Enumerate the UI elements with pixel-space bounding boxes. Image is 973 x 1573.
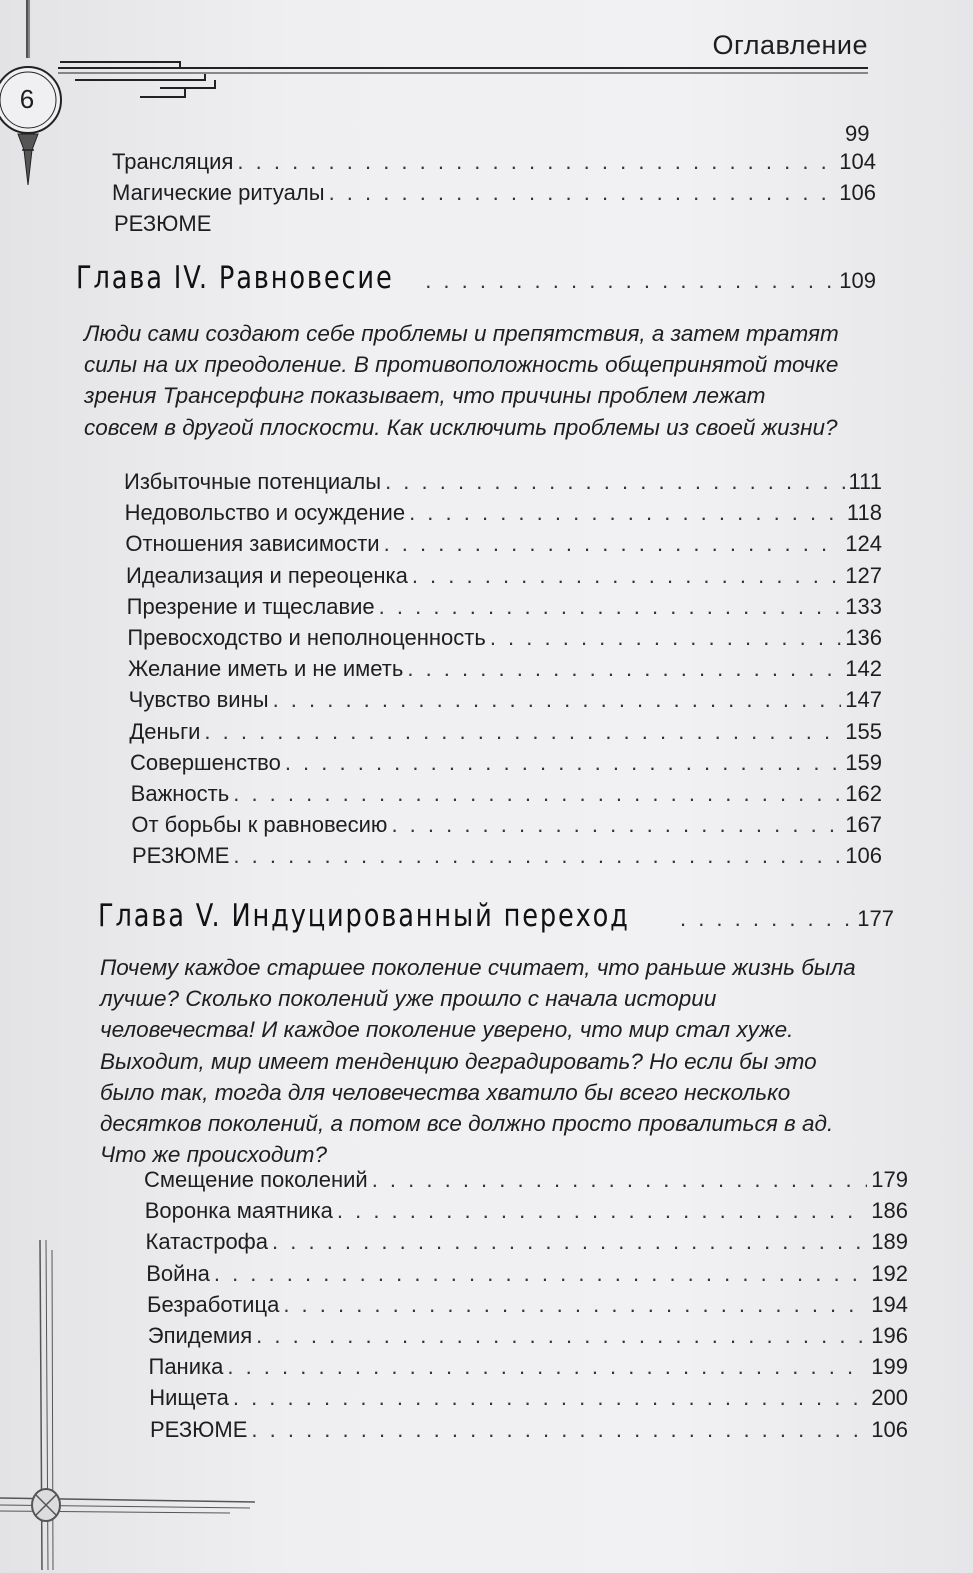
leader-dots — [204, 718, 841, 746]
toc-entry[interactable] — [144, 1166, 908, 1194]
toc-entry-label: Паника — [148, 1354, 224, 1380]
toc-entry[interactable] — [148, 1322, 908, 1350]
toc-entry-page: 106 — [871, 1416, 908, 1442]
leader-dots — [233, 1384, 867, 1412]
toc-entry[interactable] — [132, 842, 882, 870]
toc-entry-page: 179 — [871, 1167, 908, 1192]
leader-dots — [490, 624, 841, 652]
toc-entry-label: Идеализация и переоценка — [126, 562, 408, 588]
leader-dots — [285, 749, 841, 777]
toc-entry-page: 111 — [848, 469, 882, 494]
toc-entry[interactable] — [146, 1260, 908, 1288]
leader-dots — [372, 1166, 868, 1194]
leader-dots — [273, 686, 842, 714]
toc-entry-page: 127 — [845, 562, 882, 588]
leader-dots — [233, 780, 841, 808]
leader-dots — [337, 1197, 867, 1225]
leader-dots — [384, 530, 842, 558]
toc-entry[interactable] — [128, 655, 882, 683]
leader-dots — [391, 811, 841, 839]
toc-entry[interactable] — [129, 718, 882, 746]
toc-entry-label: Нищета — [149, 1385, 229, 1411]
leader-dots — [251, 1416, 867, 1444]
toc-entry-label: Важность — [130, 781, 230, 806]
toc-entry-label: Чувство вины — [128, 687, 269, 713]
toc-entry-page: 136 — [845, 625, 882, 650]
page-number: 6 — [19, 84, 35, 114]
toc-entry-page: 162 — [845, 781, 882, 806]
toc-entry[interactable] — [129, 686, 882, 714]
toc-entry-label: Отношения зависимости — [125, 531, 380, 557]
chapter-page: 109 — [839, 268, 876, 293]
running-title: Оглавление — [712, 30, 868, 60]
toc-entry[interactable] — [127, 624, 882, 652]
toc-entry-page: 155 — [845, 718, 882, 744]
leader-dots — [385, 468, 844, 496]
leader-dots — [329, 179, 836, 207]
toc-entry-page: 106 — [845, 843, 882, 869]
toc-entry-page: 186 — [871, 1198, 908, 1224]
toc-entry-label: Воронка маятника — [144, 1198, 333, 1224]
chapter-title: Глава V. Индуцированный переход — [98, 898, 630, 934]
toc-entry-label: Смещение поколений — [144, 1167, 368, 1192]
toc-entry-page: 167 — [845, 812, 882, 838]
toc-entry-page: 106 — [839, 180, 876, 205]
chapter-page: 177 — [857, 906, 894, 931]
leader-dots — [214, 1260, 867, 1288]
toc-entry-page: 142 — [845, 656, 882, 682]
toc-entry-label: Эпидемия — [147, 1323, 253, 1348]
toc-entry[interactable] — [149, 1384, 908, 1412]
toc-entry[interactable] — [125, 530, 882, 558]
toc-entry-label: РЕЗЮМЕ — [114, 211, 212, 236]
toc-entry-label: Безработица — [147, 1291, 280, 1317]
leader-dots — [425, 261, 835, 301]
chapter-heading[interactable] — [76, 258, 876, 301]
toc-entry[interactable] — [149, 1353, 909, 1381]
toc-entry-label: Избыточные потенциалы — [124, 469, 382, 494]
toc-entry-label: От борьбы к равновесию — [131, 812, 388, 838]
toc-entry-page: 189 — [871, 1229, 908, 1255]
toc-entry[interactable] — [112, 148, 876, 176]
chapter-intro: Люди сами создают себе проблемы и препятствия, а затем тратят силы на их преодоление. В противоположность общепринятой точке зрения Трансерфинг показывает, что причины проблем лежат совсем в другой плоскости. Как исключить проблемы из своей жизни? — [84, 321, 839, 440]
leader-dots — [256, 1322, 867, 1350]
toc-entry[interactable] — [147, 1291, 908, 1319]
toc-entry-label: Презрение и тщеславие — [126, 593, 375, 619]
chapter-intro: Почему каждое старшее поколение считает, что раньше жизнь была лучше? Сколько поколений уже прошло с начала истории человечества! И каждое поколение уверено, что мир стал хуже. Выходит, мир имеет тенденцию деградировать? Но если бы это было так, тогда для человечества хватило бы всего несколько десятков поколений, а потом все должно просто провалиться в ад. Что же происходит? — [100, 955, 856, 1168]
toc-entry[interactable] — [112, 179, 876, 207]
toc-entry-label: Война — [146, 1260, 210, 1286]
toc-entry-page: 159 — [845, 749, 882, 775]
toc-entry-page: 147 — [845, 687, 882, 713]
toc-entry-label: Магические ритуалы — [112, 180, 325, 205]
leader-dots — [412, 562, 841, 590]
toc-entry-label: Катастрофа — [145, 1229, 269, 1255]
toc-entry-label: Трансляция — [112, 149, 234, 174]
toc-entry[interactable] — [146, 1228, 909, 1256]
toc-entry-label: РЕЗЮМЕ — [150, 1416, 248, 1442]
toc-entry[interactable] — [125, 499, 882, 527]
toc-entry-page: 200 — [871, 1385, 908, 1411]
chapter-title: Глава IV. Равновесие — [76, 260, 394, 296]
toc-entry-page: 199 — [871, 1354, 908, 1380]
leader-dots — [237, 148, 835, 176]
toc-entry-label: Недовольство и осуждение — [124, 500, 406, 526]
toc-entry[interactable] — [131, 811, 882, 839]
toc-entry[interactable] — [124, 468, 882, 496]
leader-dots — [680, 899, 853, 939]
toc-entry[interactable] — [114, 210, 215, 238]
toc-entry-page: 192 — [871, 1260, 908, 1286]
leader-dots — [379, 593, 842, 621]
toc-entry-label: РЕЗЮМЕ — [132, 843, 230, 869]
leader-dots — [233, 842, 841, 870]
toc-entry-label: Превосходство и неполноценность — [127, 625, 486, 650]
toc-entry-label: Желание иметь и не иметь — [128, 656, 404, 682]
leader-dots — [283, 1291, 867, 1319]
leader-dots — [227, 1353, 867, 1381]
toc-entry-page: 124 — [845, 531, 882, 557]
toc-entry-page: 133 — [845, 593, 882, 619]
toc-entry-page: 194 — [871, 1291, 908, 1317]
toc-entry[interactable] — [126, 562, 882, 590]
toc-entry-label: Совершенство — [130, 749, 281, 775]
toc-entry-page: 104 — [839, 149, 876, 174]
toc-entry[interactable] — [127, 593, 882, 621]
orphan-page-number: 99 — [845, 121, 870, 146]
toc-entry[interactable] — [150, 1416, 908, 1444]
leader-dots — [409, 499, 843, 527]
toc-entry[interactable] — [131, 780, 882, 808]
toc-entry[interactable] — [130, 749, 882, 777]
leader-dots — [272, 1228, 867, 1256]
toc-entry-page: 118 — [846, 500, 882, 526]
leader-dots — [407, 655, 841, 683]
toc-entry-label: Деньги — [129, 718, 201, 744]
chapter-heading[interactable] — [98, 896, 894, 939]
toc-entry-page: 196 — [871, 1323, 908, 1348]
toc-entry[interactable] — [145, 1197, 908, 1225]
